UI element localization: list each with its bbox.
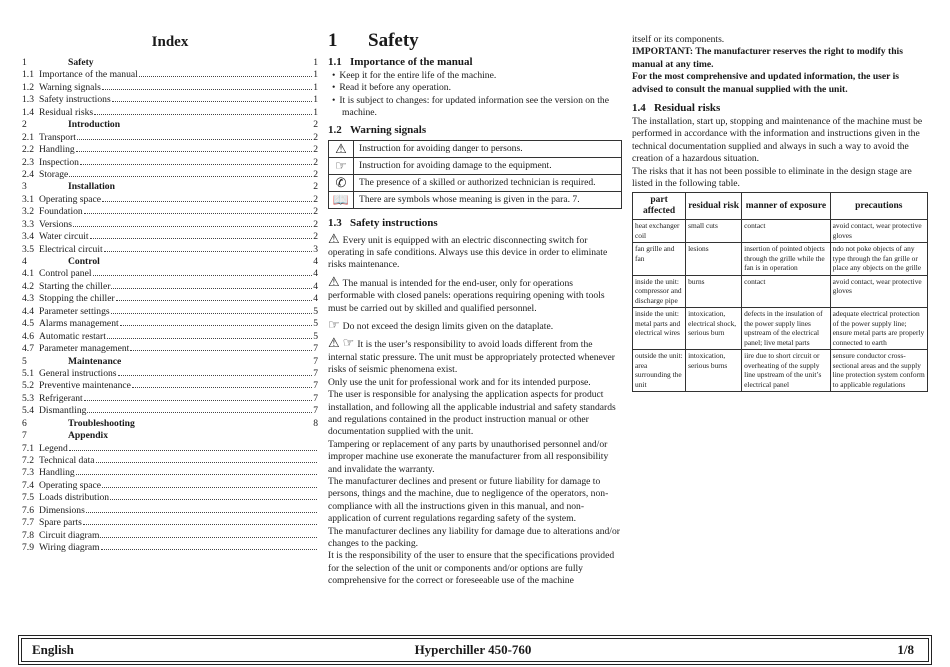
index-entry-row bbox=[22, 318, 318, 330]
index-label: Electrical circuit bbox=[39, 243, 103, 255]
index-label: Control bbox=[68, 256, 100, 267]
index-page: 2 bbox=[313, 206, 318, 218]
table-cell: defects in the insulation of the power supply lines upstream of the electrical panel; live metal parts bbox=[742, 308, 831, 350]
column-header: precautions bbox=[830, 193, 927, 220]
index-leader-dots bbox=[118, 375, 313, 376]
index-label: Safety bbox=[68, 57, 94, 68]
index-label: Legend bbox=[39, 442, 68, 454]
index-entry-row bbox=[22, 331, 318, 343]
safety-column bbox=[328, 30, 622, 588]
table-cell: sensure conductor cross-sectional areas and the supply line protection system conform to applicable regulations bbox=[830, 350, 927, 392]
index-page: 5 bbox=[313, 330, 318, 342]
index-leader-dots bbox=[110, 499, 317, 500]
table-row bbox=[329, 191, 622, 208]
warning-triangle-icon: ⚠ bbox=[328, 230, 340, 246]
index-title: Index bbox=[151, 34, 189, 50]
book-icon: 📖 bbox=[329, 191, 354, 208]
index-leader-dots bbox=[76, 151, 312, 152]
index-label: Automatic restart bbox=[39, 330, 106, 342]
paragraph bbox=[328, 337, 622, 376]
index-entry-row bbox=[22, 505, 318, 517]
index-label: Transport bbox=[39, 131, 76, 143]
table-cell: intoxication, electrical shock, serious burn bbox=[686, 308, 742, 350]
subsection-number: 1.4 bbox=[632, 102, 646, 115]
table-row bbox=[633, 275, 928, 308]
index-number: 7.7 bbox=[22, 517, 34, 529]
index-number: 3 bbox=[22, 181, 27, 193]
index-leader-dots bbox=[83, 524, 317, 525]
bullet-item: • Read it before any operation. bbox=[342, 82, 622, 94]
index-column bbox=[22, 30, 318, 555]
table-cell: Instruction for avoiding damage to the equipment. bbox=[354, 157, 622, 174]
index-leader-dots bbox=[112, 101, 313, 102]
footer-language: English bbox=[32, 642, 74, 657]
index-entry-row bbox=[22, 368, 318, 380]
index-entry-row bbox=[22, 492, 318, 504]
importance-bullet-list bbox=[328, 70, 622, 120]
index-number: 1.1 bbox=[22, 69, 34, 81]
index-leader-dots bbox=[139, 76, 312, 77]
index-entry-row bbox=[22, 517, 318, 529]
index-page: 4 bbox=[313, 280, 318, 292]
table-row bbox=[633, 220, 928, 243]
footer-product: Hyperchiller 450-760 bbox=[414, 642, 532, 657]
bullet-item: • It is subject to changes: for updated information see the version on the machine. bbox=[342, 95, 622, 120]
paragraph: The manufacturer declines any liability for damage due to alterations and/or changes to the packing. bbox=[328, 525, 620, 549]
index-label: Troubleshooting bbox=[68, 417, 135, 429]
index-number: 4.2 bbox=[22, 280, 34, 292]
index-entry-row bbox=[22, 169, 318, 181]
index-number: 6 bbox=[22, 417, 27, 429]
index-page: 7 bbox=[313, 392, 318, 404]
index-number: 4.7 bbox=[22, 343, 34, 355]
index-label: Operating space bbox=[39, 479, 102, 491]
index-label: Warning signals bbox=[39, 81, 101, 93]
index-leader-dots bbox=[87, 412, 312, 413]
residual-risks-table bbox=[632, 192, 928, 392]
index-leader-dots bbox=[73, 226, 312, 227]
index-leader-dots bbox=[100, 537, 317, 538]
table-cell: intoxication, serious burns bbox=[686, 350, 742, 392]
paragraph-text: The manual is intended for the end-user, only for operations performable with closed panels: operations requiring opening with tools must be carried out by skilled and qualified personnel. bbox=[328, 277, 605, 314]
table-row bbox=[329, 157, 622, 174]
index-label: Refrigerant bbox=[39, 392, 83, 404]
index-label: Stopping the chiller bbox=[39, 293, 115, 305]
table-cell: outside the unit: area surrounding the unit bbox=[633, 350, 686, 392]
index-label: Importance of the manual bbox=[39, 69, 138, 81]
index-number: 7.6 bbox=[22, 504, 34, 516]
index-number: 1 bbox=[22, 57, 27, 68]
residual-risks-column bbox=[632, 34, 928, 392]
index-label: Versions bbox=[39, 218, 73, 230]
index-entry-row bbox=[22, 530, 318, 542]
index-entry-row bbox=[22, 405, 318, 417]
warning-triangle-icon: ⚠ bbox=[329, 140, 354, 157]
index-entry-row bbox=[22, 94, 318, 106]
index-page: 7 bbox=[313, 405, 318, 417]
index-number: 7 bbox=[22, 430, 27, 442]
index-entry-row bbox=[22, 219, 318, 231]
table-cell: adequate electrical protection of the power supply line; ensure metal parts are properly connected to earth bbox=[830, 308, 927, 350]
table-cell: ndo not poke objects of any type through the fan grille or place any objects on the grille bbox=[830, 243, 927, 276]
index-page: 5 bbox=[313, 318, 318, 330]
index-entry-row bbox=[22, 194, 318, 206]
index-label: Technical data bbox=[39, 455, 95, 466]
warning-triangle-icon: ⚠ bbox=[328, 273, 340, 289]
table-cell: heat exchanger coil bbox=[633, 220, 686, 243]
index-section-row bbox=[22, 430, 318, 442]
index-section-row bbox=[22, 181, 318, 193]
footer-page-number: 1/8 bbox=[897, 642, 914, 657]
index-number: 7.9 bbox=[22, 542, 34, 554]
index-label: Introduction bbox=[68, 119, 121, 131]
index-section-row bbox=[22, 256, 318, 268]
index-page: 2 bbox=[313, 119, 318, 131]
index-leader-dots bbox=[96, 462, 317, 463]
paragraph-text: It is the user’s responsibility to avoid loads different from the internal static pressure. The unit must be appropriately protected whenever risks of seismic phenomena exist. bbox=[328, 339, 616, 376]
table-row bbox=[633, 308, 928, 350]
page-footer bbox=[21, 638, 929, 662]
index-number: 5.2 bbox=[22, 380, 34, 392]
index-label: Loads distribution bbox=[39, 492, 110, 504]
index-label: Storage bbox=[39, 168, 69, 180]
paragraph-text: Every unit is equipped with an electric disconnecting switch for operating in safe conditions. Always use this device in order to eliminate risks maintenance. bbox=[328, 234, 608, 271]
column-header: part affected bbox=[633, 193, 686, 220]
index-label: Appendix bbox=[68, 430, 108, 442]
table-cell: contact bbox=[742, 275, 831, 308]
index-page: 1 bbox=[313, 106, 318, 118]
important-note: IMPORTANT: The manufacturer reserves the right to modify this manual at any time. bbox=[632, 46, 903, 70]
index-entry-row bbox=[22, 293, 318, 305]
index-label: Circuit diagram bbox=[39, 529, 100, 541]
index-page: 1 bbox=[313, 81, 318, 93]
index-label: Starting the chiller bbox=[39, 280, 111, 292]
index-page: 3 bbox=[313, 243, 318, 255]
subsection-heading-importance bbox=[328, 56, 622, 68]
index-leader-dots bbox=[80, 164, 312, 165]
pointing-hand-icon: ☞ bbox=[328, 317, 340, 333]
index-label: Spare parts bbox=[39, 517, 82, 529]
column-header: residual risk bbox=[686, 193, 742, 220]
index-entry-row bbox=[22, 343, 318, 355]
index-label: Control panel bbox=[39, 268, 92, 280]
index-page: 2 bbox=[313, 218, 318, 230]
index-page: 2 bbox=[313, 181, 318, 193]
subsection-number: 1.3 bbox=[328, 216, 342, 229]
index-number: 2.2 bbox=[22, 144, 34, 156]
paragraph: It is the responsibility of the user to ensure that the specifications provided for the selection of the unit or components and/or options are fully comprehensive for the correct or foreseeable use of the machine bbox=[328, 550, 615, 587]
index-entry-row bbox=[22, 443, 318, 455]
pointing-hand-icon: ☞ bbox=[342, 335, 355, 351]
index-leader-dots bbox=[84, 400, 313, 401]
index-page: 7 bbox=[313, 367, 318, 379]
index-leader-dots bbox=[90, 238, 313, 239]
index-label: Operating space bbox=[39, 193, 102, 205]
index-section-row bbox=[22, 57, 318, 69]
index-leader-dots bbox=[102, 487, 317, 488]
index-label: Parameter management bbox=[39, 343, 130, 355]
table-cell: lesions bbox=[686, 243, 742, 276]
index-page: 7 bbox=[313, 355, 318, 367]
subsection-title: Residual risks bbox=[654, 102, 721, 115]
paragraph: The user is responsible for analysing the application aspects for product installation, and following all the applicable industrial and safety standards and regulations contained in the product instruction manual or other documentation supplied with the unit. bbox=[328, 389, 616, 438]
index-number: 4.1 bbox=[22, 268, 34, 280]
index-page: 2 bbox=[313, 131, 318, 143]
index-page: 2 bbox=[313, 144, 318, 156]
index-leader-dots bbox=[93, 275, 313, 276]
index-label: Water circuit bbox=[39, 231, 89, 243]
index-number: 7.5 bbox=[22, 492, 34, 504]
index-leader-dots bbox=[84, 213, 312, 214]
index-number: 4.3 bbox=[22, 293, 34, 305]
table-header-row bbox=[633, 193, 928, 220]
index-entry-row bbox=[22, 132, 318, 144]
index-entry-row bbox=[22, 480, 318, 492]
index-number: 3.2 bbox=[22, 206, 34, 218]
subsection-number: 1.2 bbox=[328, 123, 342, 136]
index-entry-row bbox=[22, 244, 318, 256]
table-cell: contact bbox=[742, 220, 831, 243]
index-label: Parameter settings bbox=[39, 305, 110, 317]
paragraph-text: Do not exceed the design limits given on the dataplate. bbox=[342, 321, 554, 333]
index-leader-dots bbox=[111, 288, 312, 289]
index-label: Residual risks bbox=[39, 106, 94, 118]
index-number: 7.2 bbox=[22, 455, 34, 466]
index-leader-dots bbox=[130, 350, 312, 351]
index-number: 2 bbox=[22, 119, 27, 131]
index-page: 1 bbox=[313, 94, 318, 106]
index-number: 5.4 bbox=[22, 405, 34, 417]
table-row bbox=[329, 140, 622, 157]
index-number: 3.5 bbox=[22, 243, 34, 255]
index-section-row bbox=[22, 418, 318, 430]
index-number: 4 bbox=[22, 256, 27, 267]
index-page: 2 bbox=[313, 231, 318, 243]
table-cell: inside the unit: compressor and discharge pipe bbox=[633, 275, 686, 308]
index-label: Alarms management bbox=[39, 318, 119, 330]
index-leader-dots bbox=[107, 338, 312, 339]
index-label: Dimensions bbox=[39, 504, 85, 516]
index-page: 2 bbox=[313, 168, 318, 180]
index-number: 7.4 bbox=[22, 479, 34, 491]
index-number: 5 bbox=[22, 355, 27, 367]
index-label: Foundation bbox=[39, 206, 83, 218]
index-number: 7.3 bbox=[22, 467, 34, 479]
index-leader-dots bbox=[104, 251, 313, 252]
index-entry-row bbox=[22, 306, 318, 318]
index-page: 7 bbox=[313, 380, 318, 392]
index-entry-row bbox=[22, 157, 318, 169]
table-cell: inside the unit: metal parts and electrical wires bbox=[633, 308, 686, 350]
table-cell: avoid contact, wear protective gloves bbox=[830, 220, 927, 243]
column-header: manner of exposure bbox=[742, 193, 831, 220]
index-label: Inspection bbox=[39, 156, 79, 168]
index-leader-dots bbox=[116, 300, 313, 301]
index-leader-dots bbox=[111, 313, 313, 314]
index-leader-dots bbox=[102, 201, 312, 202]
index-number: 1.3 bbox=[22, 94, 34, 106]
technician-icon: ✆ bbox=[329, 174, 354, 191]
index-label: Handling bbox=[39, 144, 75, 156]
index-leader-dots bbox=[94, 114, 312, 115]
index-entry-row bbox=[22, 82, 318, 94]
index-entry-row bbox=[22, 380, 318, 392]
paragraph: The installation, start up, stopping and maintenance of the machine must be performed in accordance with the information and instructions given in the technical documentation supplied and always in such a way to avoid the creation of a hazardous situation. bbox=[632, 116, 923, 165]
index-number: 1.2 bbox=[22, 81, 34, 93]
index-label: Safety instructions bbox=[39, 94, 111, 106]
table-cell: small cuts bbox=[686, 220, 742, 243]
important-note: For the most comprehensive and updated information, the user is advised to consult the manual supplied with the unit. bbox=[632, 71, 900, 95]
index-entry-row bbox=[22, 69, 318, 81]
table-cell: insertion of pointed objects through the grille while the fan is in operation bbox=[742, 243, 831, 276]
index-number: 3.3 bbox=[22, 218, 34, 230]
subsection-heading-residual-risks bbox=[632, 102, 928, 114]
paragraph: Only use the unit for professional work and for its intended purpose. bbox=[328, 376, 591, 388]
index-page: 5 bbox=[313, 305, 318, 317]
index-label: General instructions bbox=[39, 367, 117, 379]
warning-signals-table bbox=[328, 140, 622, 209]
index-leader-dots bbox=[69, 176, 312, 177]
index-number: 4.5 bbox=[22, 318, 34, 330]
subsection-heading-safety-instructions bbox=[328, 217, 622, 229]
index-leader-dots bbox=[120, 325, 313, 326]
index-entry-row bbox=[22, 467, 318, 479]
index-leader-dots bbox=[77, 139, 312, 140]
index-label: Installation bbox=[68, 181, 115, 193]
subsection-title: Safety instructions bbox=[350, 216, 438, 229]
index-page: 4 bbox=[313, 256, 318, 267]
index-number: 3.1 bbox=[22, 193, 34, 205]
index-page: 1 bbox=[313, 57, 318, 68]
index-entry-row bbox=[22, 268, 318, 280]
index-entry-row bbox=[22, 542, 318, 554]
index-number: 4.6 bbox=[22, 330, 34, 342]
index-leader-dots bbox=[76, 474, 317, 475]
index-list bbox=[22, 57, 318, 555]
bullet-item: • Keep it for the entire life of the machine. bbox=[342, 70, 622, 82]
index-entry-row bbox=[22, 281, 318, 293]
index-leader-dots bbox=[86, 512, 317, 513]
subsection-heading-warning-signals bbox=[328, 124, 622, 136]
paragraph bbox=[328, 273, 622, 315]
index-entry-row bbox=[22, 144, 318, 156]
index-section-row bbox=[22, 119, 318, 131]
table-cell: There are symbols whose meaning is given in the para. 7. bbox=[354, 191, 622, 208]
section-heading-safety bbox=[328, 30, 622, 52]
paragraph bbox=[328, 230, 622, 272]
table-row bbox=[633, 243, 928, 276]
index-entry-row bbox=[22, 393, 318, 405]
paragraph: The risks that it has not been possible to eliminate in the design stage are listed in the following table. bbox=[632, 165, 912, 190]
index-number: 2.4 bbox=[22, 168, 34, 180]
index-label: Wiring diagram bbox=[39, 542, 100, 554]
index-label: Preventive maintenance bbox=[39, 380, 131, 392]
subsection-title: Importance of the manual bbox=[350, 56, 473, 68]
index-number: 3.4 bbox=[22, 231, 34, 243]
index-number: 1.4 bbox=[22, 106, 34, 118]
index-number: 2.1 bbox=[22, 131, 34, 143]
table-row bbox=[633, 350, 928, 392]
table-cell: iire due to short circuit or overheating of the supply line upstream of the unit’s electrical panel bbox=[742, 350, 831, 392]
index-leader-dots bbox=[69, 450, 317, 451]
paragraph bbox=[328, 319, 622, 333]
index-label: Maintenance bbox=[68, 355, 122, 367]
index-page: 4 bbox=[313, 293, 318, 305]
warning-triangle-icon: ⚠ bbox=[328, 335, 340, 351]
index-leader-dots bbox=[132, 387, 312, 388]
table-cell: fan grille and fan bbox=[633, 243, 686, 276]
subsection-number: 1.1 bbox=[328, 56, 342, 68]
index-section-row bbox=[22, 356, 318, 368]
index-number: 5.3 bbox=[22, 392, 34, 404]
table-cell: The presence of a skilled or authorized technician is required. bbox=[354, 174, 622, 191]
index-entry-row bbox=[22, 107, 318, 119]
table-cell: avoid contact, wear protective gloves bbox=[830, 275, 927, 308]
section-title: Safety bbox=[368, 30, 419, 51]
index-entry-row bbox=[22, 231, 318, 243]
index-label: Dismantling bbox=[39, 405, 87, 417]
index-page: 7 bbox=[313, 343, 318, 355]
table-cell: burns bbox=[686, 275, 742, 308]
index-number: 4.4 bbox=[22, 305, 34, 317]
index-number: 7.8 bbox=[22, 529, 34, 541]
index-entry-row bbox=[22, 206, 318, 218]
paragraph: The manufacturer declines and present or future liability for damage to persons, things and the machine, due to negligence of the operators, non-compliance with all the instructions given in this manual, and non-application of current regulations regarding safety of the system. bbox=[328, 475, 609, 525]
paragraph: itself or its components. bbox=[632, 34, 725, 45]
index-page: 4 bbox=[313, 268, 318, 280]
index-page: 2 bbox=[313, 156, 318, 168]
index-number: 7.1 bbox=[22, 442, 34, 454]
subsection-title: Warning signals bbox=[350, 123, 427, 136]
table-row bbox=[329, 174, 622, 191]
table-cell: Instruction for avoiding danger to persons. bbox=[354, 140, 622, 157]
paragraph: Tampering or replacement of any parts by unauthorised personnel and/or improper machine use exonerate the manufacturer from all responsibility and invalidate the warranty. bbox=[328, 438, 609, 475]
index-label: Handling bbox=[39, 467, 75, 479]
index-page: 8 bbox=[313, 417, 318, 429]
section-number: 1 bbox=[328, 30, 338, 51]
index-leader-dots bbox=[101, 549, 317, 550]
index-page: 2 bbox=[313, 193, 318, 205]
index-page: 1 bbox=[313, 69, 318, 81]
pointing-hand-icon: ☞ bbox=[329, 157, 354, 174]
index-number: 2.3 bbox=[22, 156, 34, 168]
risk-table-body bbox=[633, 220, 928, 392]
index-leader-dots bbox=[102, 89, 312, 90]
index-entry-row bbox=[22, 455, 318, 467]
index-number: 5.1 bbox=[22, 367, 34, 379]
